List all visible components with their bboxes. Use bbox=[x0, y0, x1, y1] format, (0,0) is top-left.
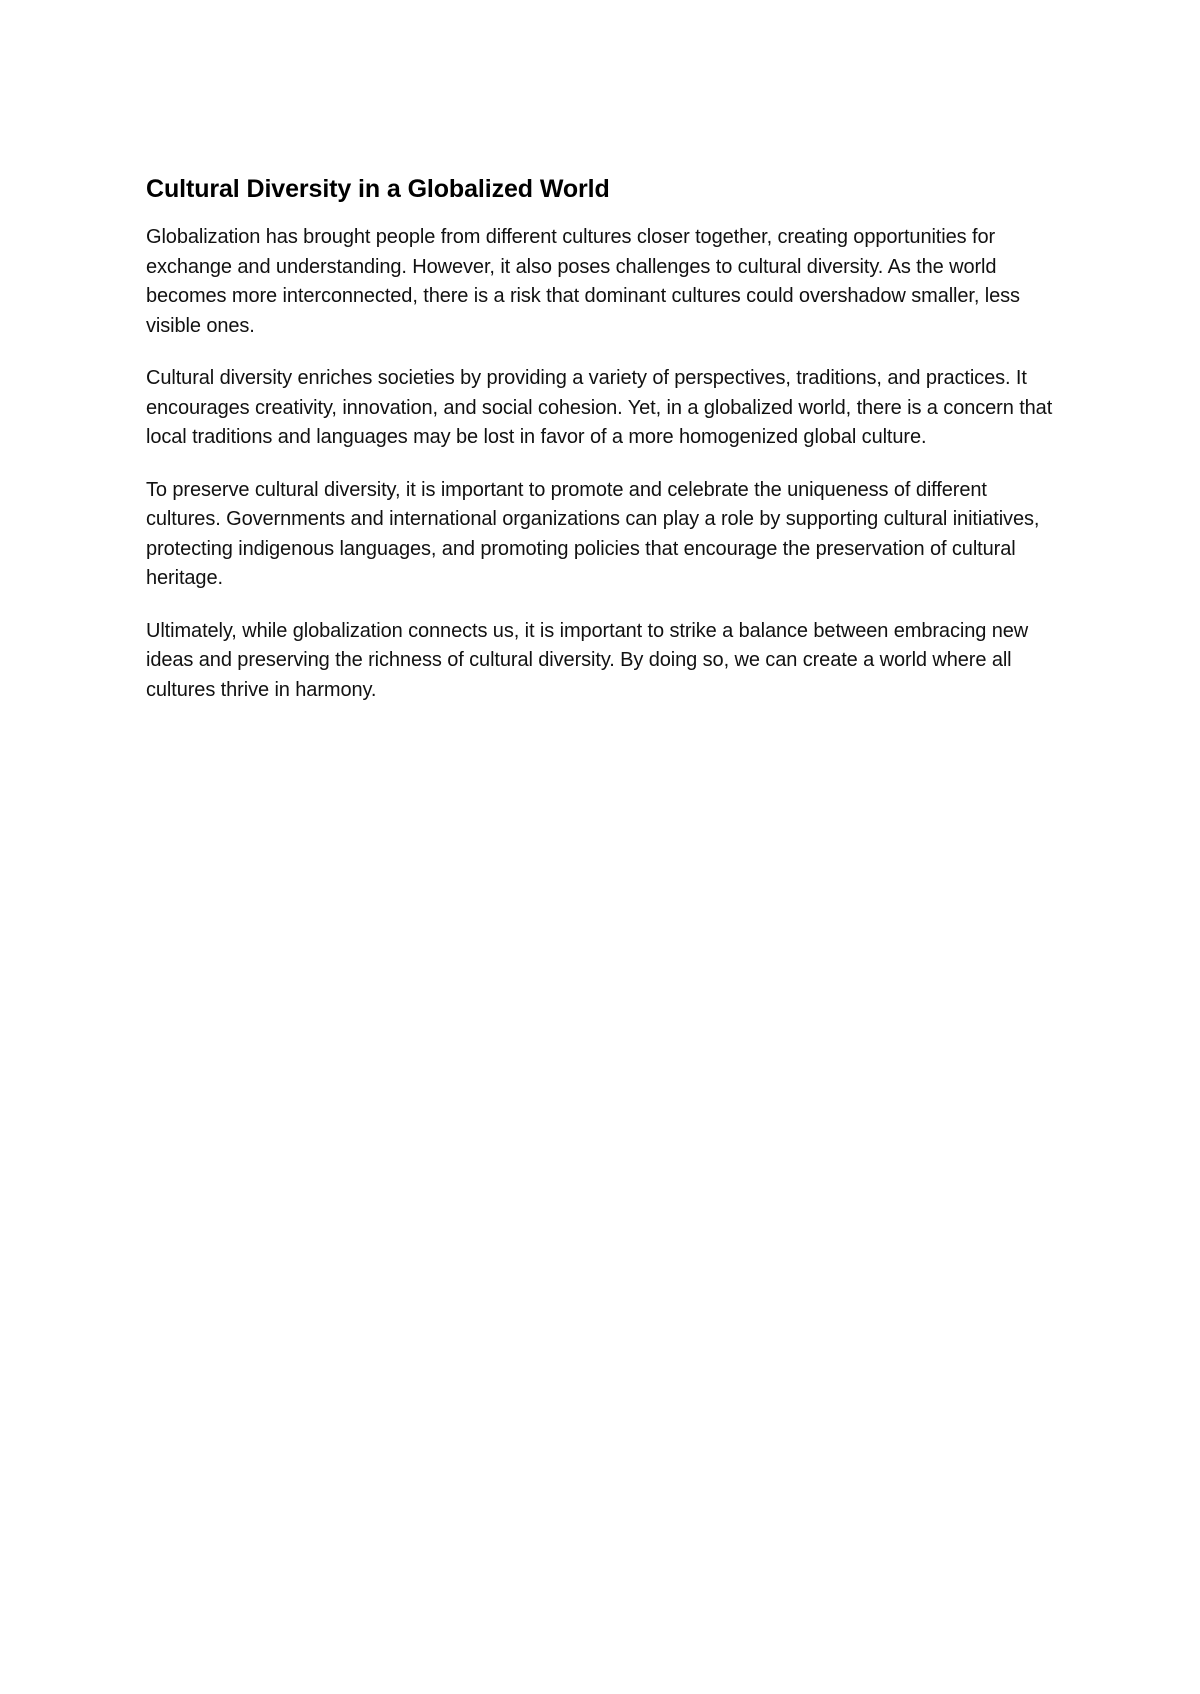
paragraph-4: Ultimately, while globalization connects us, it is important to strike a balance between embracing new ideas and preserving the richness of cultural diversity. By doing so, we can create a world where all cultures thrive in harmony. bbox=[146, 619, 1029, 701]
paragraph-2: Cultural diversity enriches societies by providing a variety of perspectives, traditions, and practices. It encourages creativity, innovation, and social cohesion. Yet, in a globalized world, there is a concern that local traditions and languages may be lost in favor of a more homogenized global culture. bbox=[146, 367, 1053, 448]
document-content bbox=[146, 172, 1066, 728]
paragraph-1: Globalization has brought people from different cultures closer together, creating opportunities for exchange and understanding. However, it also poses challenges to cultural diversity. As the world becomes more interconnected, there is a risk that dominant cultures could overshadow smaller, less visible ones. bbox=[146, 226, 1020, 337]
document-title: Cultural Diversity in a Globalized World bbox=[146, 175, 610, 203]
paragraph-3: To preserve cultural diversity, it is important to promote and celebrate the uniqueness of different cultures. Governments and international organizations can play a role by supporting cultural initiatives, protecting indigenous languages, and promoting policies that encourage the preservation of cultural heritage. bbox=[146, 478, 1040, 589]
